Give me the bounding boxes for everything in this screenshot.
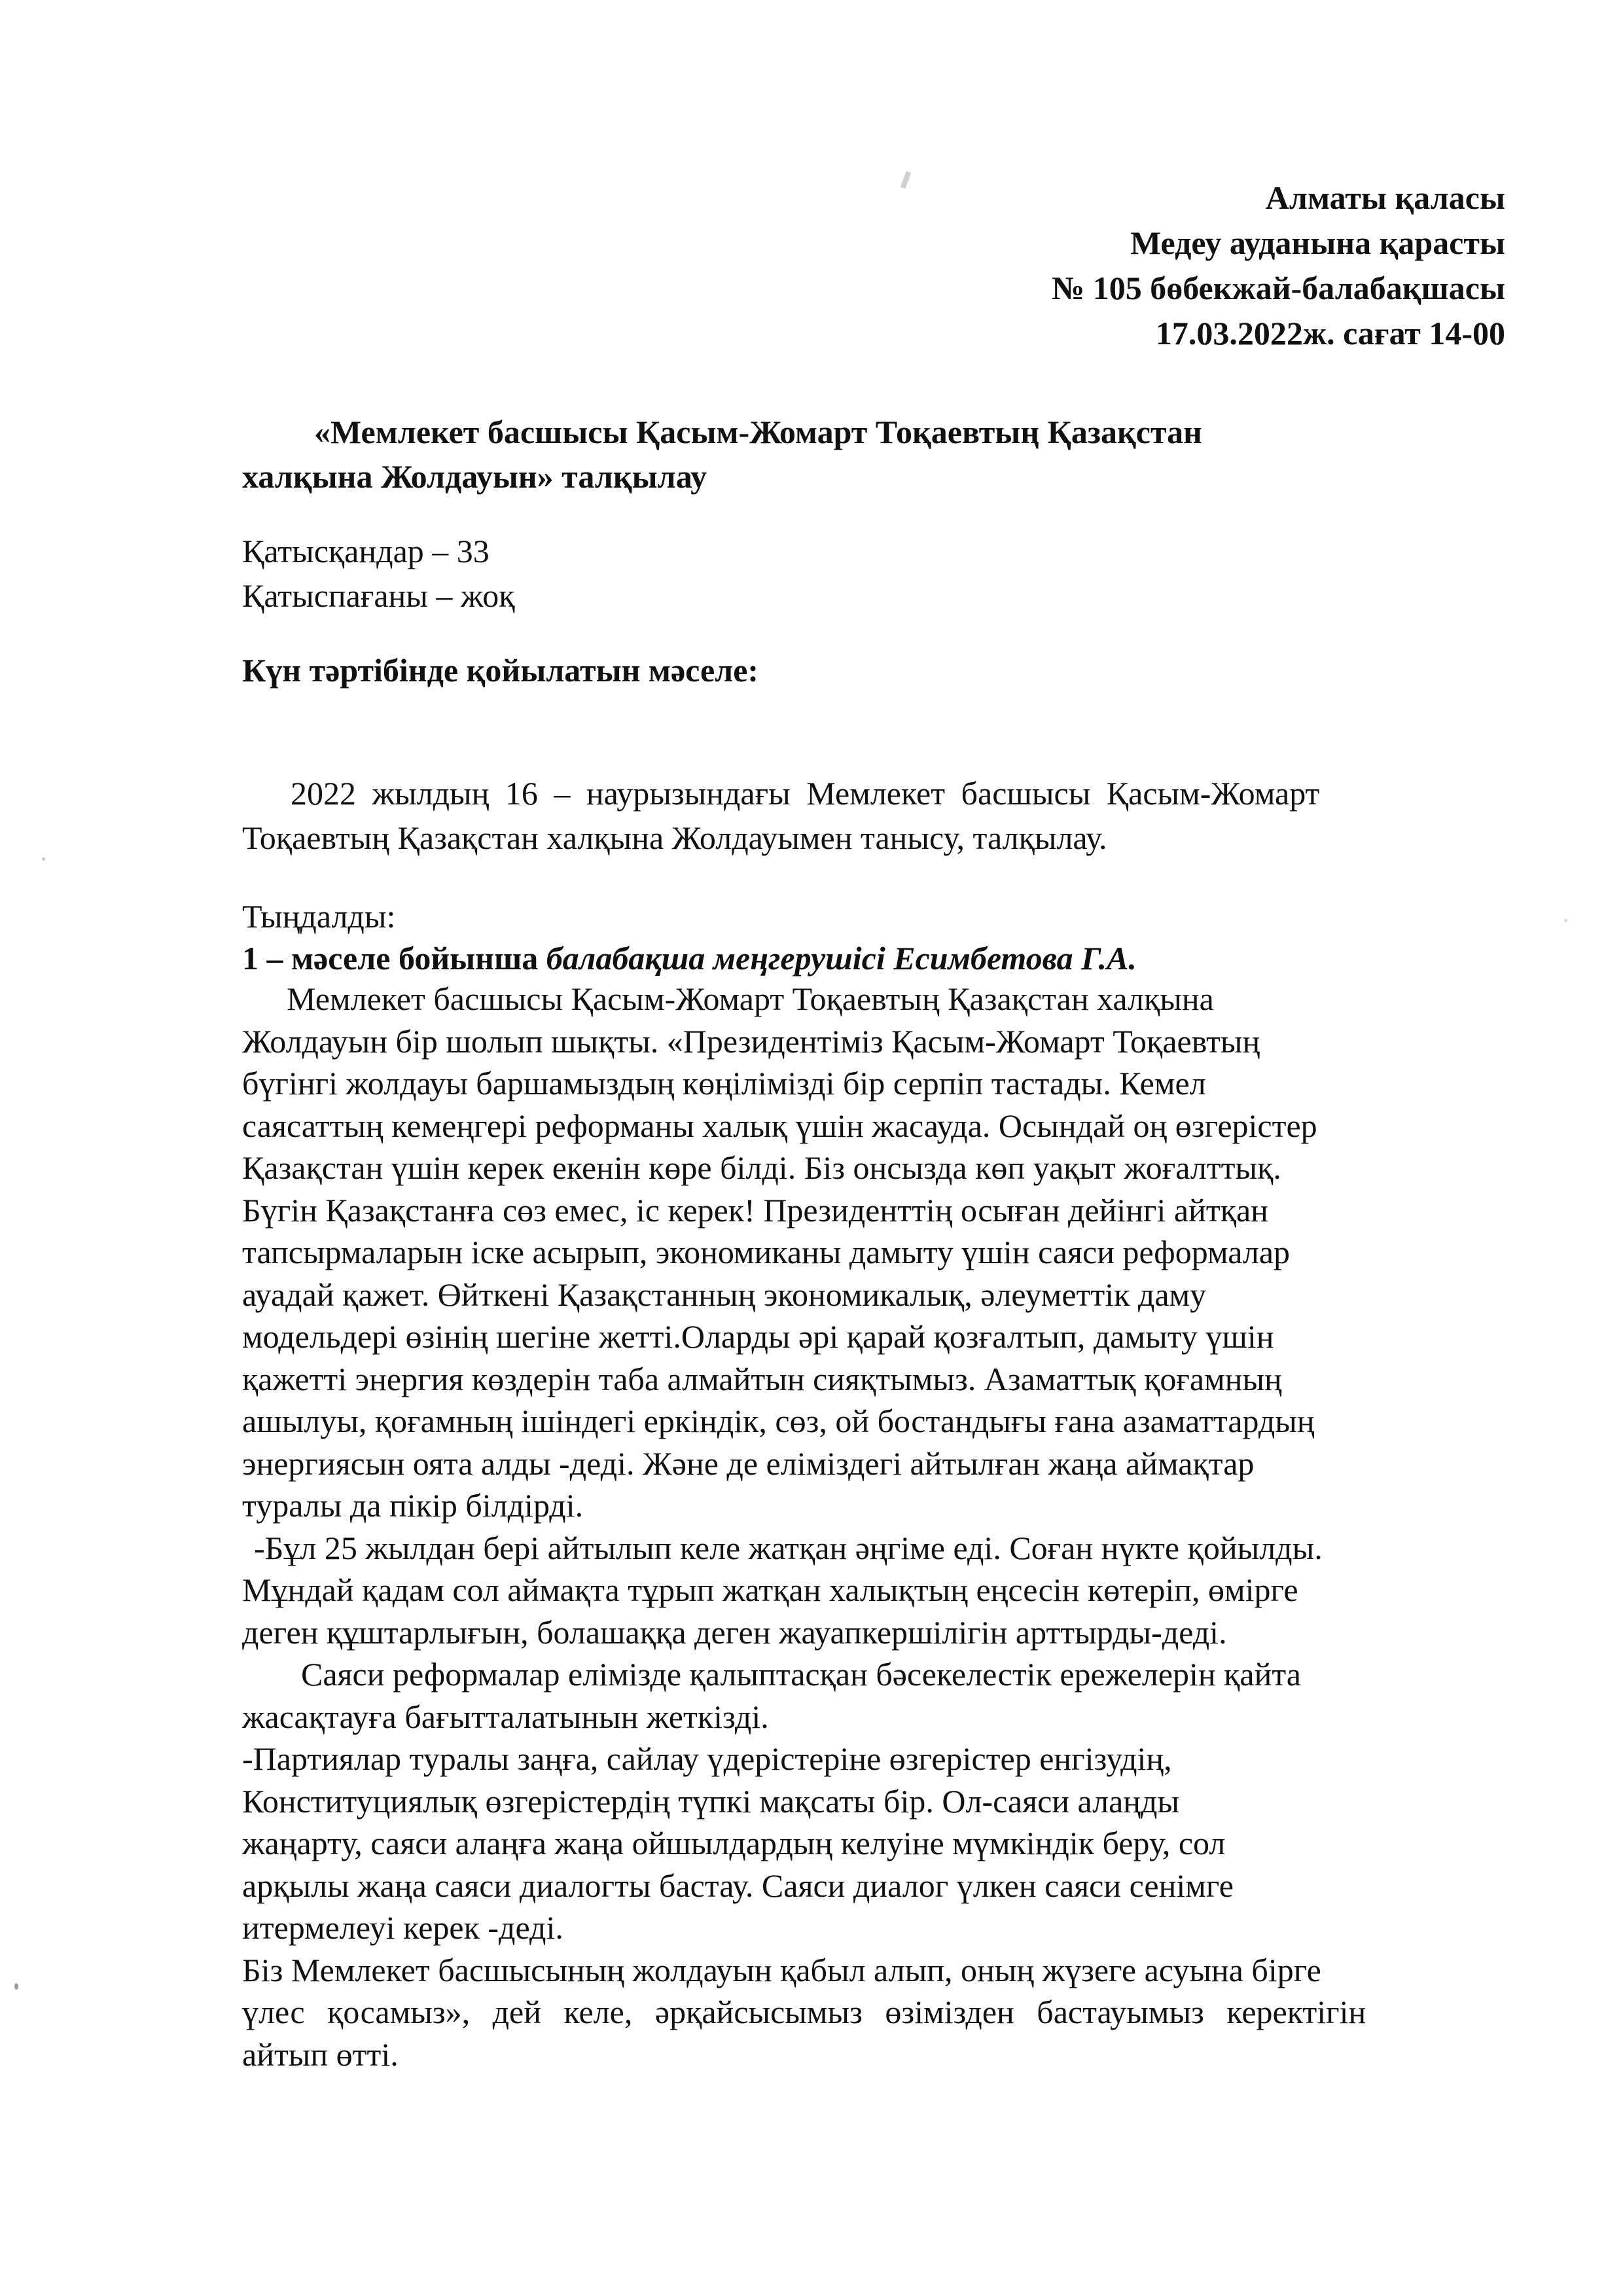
body-line: тапсырмаларын іске асырып, экономиканы дамыту үшін саяси реформалар [242, 1234, 1291, 1270]
body-line: үлес қосамыз», дей келе, әрқайсысымыз өзімізден бастауымыз керектігін [242, 1994, 1366, 2030]
speaker-name: балабақша меңгерушісі Есимбетова Г.А. [546, 940, 1137, 977]
attendance-present: Қатысқандар – 33 [242, 533, 490, 569]
body-line: Конституциялық өзгерістердің түпкі мақсаты бір. Ол-саяси алаңды [242, 1782, 1180, 1820]
body-line: айтып өтті. [242, 2036, 399, 2073]
listened-label: Тыңдалды: [242, 898, 396, 935]
attendance-block [242, 529, 514, 618]
agenda-line-2: Тоқаевтың Қазақстан халқына Жолдауымен танысу, талқылау. [242, 819, 1107, 856]
body-line: бүгінгі жолдауы баршамыздың көңілімізді бір серпіп тастады. Кемел [242, 1065, 1206, 1102]
body-line: саясаттың кемеңгері реформаны халық үшін жасауда. Осындай оң өзгерістер [242, 1107, 1317, 1144]
listened-block [242, 895, 1137, 979]
speech-body [242, 978, 1499, 2075]
body-line: Қазақстан үшін керек екенін көре білді. Біз онсызда көп уақыт жоғалттық. [242, 1149, 1281, 1186]
organization-header [1052, 175, 1505, 356]
agenda-line-1: 2022 жылдың 16 – наурызындағы Мемлекет басшысы Қасым-Жомарт [291, 775, 1320, 812]
header-date-time: 17.03.2022ж. сағат 14-00 [1155, 315, 1505, 351]
body-line: арқылы жаңа саяси диалогты бастау. Саяси диалог үлкен саяси сенімге [242, 1867, 1234, 1904]
body-line: Бүгін Қазақстанға сөз емес, іс керек! Президенттің осыған дейінгі айтқан [242, 1191, 1268, 1229]
body-line: энергиясын оята алды -деді. Және де еліміздегі айтылған жаңа аймақтар [242, 1444, 1255, 1482]
body-line: қажетті энергия көздерін таба алмайтын сияқтымыз. Азаматтық қоғамның [242, 1360, 1282, 1397]
body-line: -Бұл 25 жылдан бері айтылып келе жатқан әңгіме еді. Соған нүкте қойылды. [254, 1529, 1323, 1566]
title-line-2: халқына Жолдауын» талқылау [242, 458, 707, 495]
body-line: туралы да пікір білдірді. [242, 1487, 584, 1524]
body-line: модельдері өзінің шегіне жетті.Оларды әрі қарай қозғалтып, дамыту үшін [242, 1318, 1274, 1355]
body-line: жасақтауға бағытталатынын жеткізді. [242, 1698, 769, 1735]
attendance-absent: Қатыспағаны – жоқ [242, 577, 515, 614]
agenda-item-speaker [242, 937, 1137, 979]
item-prefix: 1 – мәселе бойынша [242, 940, 546, 977]
body-line: Саяси реформалар елімізде қалыптасқан бәсекелестік ережелерін қайта [301, 1656, 1302, 1693]
scan-speck [14, 1983, 18, 1990]
header-district: Медеу ауданына қарасты [1130, 224, 1505, 261]
scan-speck [901, 171, 911, 188]
header-kindergarten: № 105 бөбекжай-балабақшасы [1051, 270, 1505, 306]
agenda-heading: Күн тәртібінде қойылатын мәселе: [242, 652, 759, 689]
body-line: Жолдауын бір шолып шықты. «Президентіміз Қасым-Жомарт Тоқаевтың [242, 1022, 1260, 1060]
title-line-1: «Мемлекет басшысы Қасым-Жомарт Тоқаевтың Қазақстан [314, 414, 1202, 450]
document-title [242, 410, 1518, 499]
body-line: Біз Мемлекет басшысының жолдауын қабыл алып, оның жүзеге асуына бірге [242, 1951, 1321, 1988]
body-line: ашылуы, қоғамның ішіндегі еркіндік, сөз, ой бостандығы ғана азаматтардың [242, 1403, 1315, 1439]
body-line: Мұндай қадам сол аймақта тұрып жатқан халықтың еңсесін көтеріп, өмірге [242, 1571, 1298, 1608]
header-city: Алматы қаласы [1265, 179, 1505, 216]
body-line: ауадай қажет. Өйткені Қазақстанның экономикалық, әлеуметтік даму [242, 1276, 1207, 1313]
body-line: -Партиялар туралы заңға, сайлау үдерістеріне өзгерістер енгізудің, [242, 1740, 1172, 1777]
body-line: Мемлекет басшысы Қасым-Жомарт Тоқаевтың Қазақстан халқына [287, 980, 1214, 1017]
scan-speck [42, 857, 45, 861]
body-line: деген құштарлығын, болашаққа деген жауапкершілігін арттырды-деді. [242, 1613, 1227, 1651]
body-line: итермелеуі керек -деді. [242, 1909, 563, 1946]
agenda-text [242, 771, 1489, 860]
body-line: жаңарту, саяси алаңға жаңа ойшылдардың келуіне мүмкіндік беру, сол [242, 1825, 1226, 1861]
scan-speck [1564, 919, 1567, 922]
